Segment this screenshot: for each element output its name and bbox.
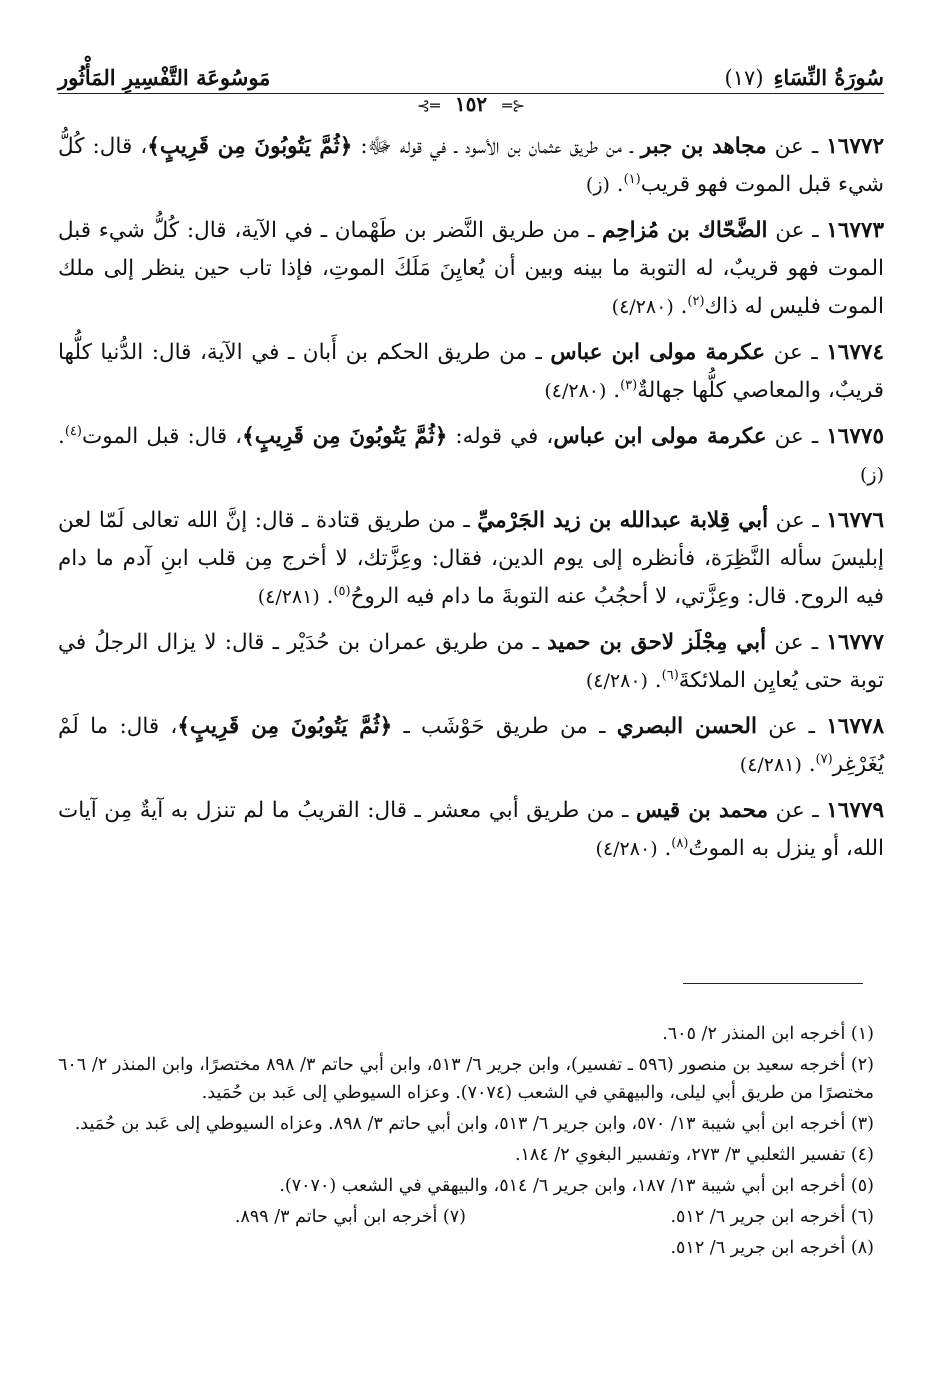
surah-name: سُورَةُ النِّسَاءِ xyxy=(773,65,884,90)
footnote: (١) أخرجه ابن المنذر ٢/ ٦٠٥. xyxy=(662,1024,874,1044)
entry-narrator: مجاهد بن جبر xyxy=(640,134,767,159)
entry-text: ـ من طريق حَوْشَب ـ xyxy=(392,714,617,739)
footnote-marker: (٤) xyxy=(64,423,82,439)
entry-narrator: الحسن البصري xyxy=(616,714,757,739)
entry-text: ـ عن xyxy=(768,508,819,533)
entry-number: ١٦٧٧٧ xyxy=(826,630,885,655)
entry-text: ، قال: ما لَمْ يُغَرْغِر xyxy=(58,714,884,777)
footnote: (٥) أخرجه ابن أبي شيبة ١٣/ ١٨٧، وابن جرير ٦/ ٥١٤، والبيهقي في الشعب (٧٠٧٠). xyxy=(279,1176,874,1196)
entry-number: ١٦٧٧٩ xyxy=(826,798,884,823)
entry-text: ـ من طريق الحكم بن أَبان ـ في الآية، قال: الدُّنيا كلُّها قريبٌ، والمعاصي كلُّها جهالةٌ xyxy=(58,340,884,403)
entries xyxy=(58,128,884,868)
footnote-marker: (٣) xyxy=(620,377,638,393)
entry-reference: (٤/٢٨١) xyxy=(739,754,802,776)
entry-text: ـ من طريق عثمان بن الأسود ـ في قوله ﷻ: xyxy=(352,134,641,159)
entry-reference: (ز) xyxy=(585,174,610,196)
entry-number: ١٦٧٧٦ xyxy=(826,508,884,533)
entry-number: ١٦٧٧٤ xyxy=(826,340,884,365)
entry-narrator: عكرمة مولى ابن عباس xyxy=(553,424,767,449)
page-number-row xyxy=(58,92,884,120)
entry-text: . xyxy=(801,752,816,777)
entry xyxy=(58,418,884,494)
entry-reference: (ز) xyxy=(859,464,884,486)
footnote-row xyxy=(58,1203,874,1234)
entry-text: . xyxy=(647,668,662,693)
entry-text: ـ عن xyxy=(756,714,815,739)
entry-narrator: الضَّحّاك بن مُزاحِم xyxy=(602,218,768,243)
footnote-marker: (٧) xyxy=(815,751,833,767)
quran-quote: ﴿ثُمَّ يَتُوبُونَ مِن قَرِيبٍ﴾ xyxy=(242,424,448,449)
entry xyxy=(58,502,884,616)
entry xyxy=(58,792,884,868)
entry-text: ـ من طريق قتادة ـ قال: إنَّ الله تعالى لَمّا لعن إبليسَ سأله النَّظِرَة، فأنظره إلى يوم الدين، فقال: وعِزَّتك، لا أخرج مِن قلب ابنِ آدم ما دام فيه الروح. قال: وعِزَّتي، لا أحجُبُ عنه التوبةَ ما دام فيه الروحُ xyxy=(58,508,884,609)
footnote: (٨) أخرجه ابن جرير ٦/ ٥١٢. xyxy=(670,1238,874,1258)
entry-narrator: عكرمة مولى ابن عباس xyxy=(550,340,766,365)
entry-text: . xyxy=(673,294,688,319)
footnotes xyxy=(58,1020,874,1265)
running-header xyxy=(58,52,884,90)
ornament-left-icon: ⊰═ xyxy=(502,96,526,115)
footnote: (٣) أخرجه ابن أبي شيبة ١٣/ ٥٧٠، وابن جرير ٦/ ٥١٣، وابن أبي حاتم ٣/ ٨٩٨. وعزاه السيوطي إلى عَبد بن حُمَيد. xyxy=(74,1114,874,1134)
footnote-marker: (٥) xyxy=(333,583,351,599)
entry-text: ـ عن xyxy=(765,340,818,365)
entry-text: . xyxy=(657,836,672,861)
footnote: (٧) أخرجه ابن أبي حاتم ٣/ ٨٩٩. xyxy=(234,1207,466,1227)
verse-number: (١٧) xyxy=(724,66,764,90)
entry-text: ـ من طريق عمران بن حُدَيْر ـ قال: لا يزال الرجلُ في توبة حتى يُعايِن الملائكةَ xyxy=(58,630,884,693)
book-title: مَوسُوعَة التَّفْسِيرِ المَأْثُور xyxy=(58,65,271,90)
entry xyxy=(58,708,884,784)
entry-text: ـ عن xyxy=(768,798,819,823)
quran-quote: ﴿ثُمَّ يَتُوبُونَ مِن قَرِيبٍ﴾ xyxy=(147,134,353,159)
entry xyxy=(58,334,884,410)
quran-quote: ﴿ثُمَّ يَتُوبُونَ مِن قَرِيبٍ﴾ xyxy=(177,714,393,739)
entry-number: ١٦٧٧٨ xyxy=(826,714,884,739)
footnote-marker: (١) xyxy=(623,171,641,187)
entry-number: ١٦٧٧٢ xyxy=(826,134,884,159)
footnote-separator xyxy=(683,983,863,984)
footnote-marker: (٨) xyxy=(671,835,689,851)
entry-text: . xyxy=(606,378,621,403)
entry-narrator: محمد بن قيس xyxy=(636,798,769,823)
entry-reference: (٤/٢٨٠) xyxy=(544,380,607,402)
entry xyxy=(58,128,884,204)
entry-reference: (٤/٢٨٠) xyxy=(585,670,648,692)
entry-text: ـ عن xyxy=(767,218,819,243)
entry-text: ـ عن xyxy=(766,134,819,159)
entry xyxy=(58,624,884,700)
footnote-marker: (٦) xyxy=(661,667,679,683)
entry-text: . xyxy=(609,172,624,197)
page xyxy=(58,52,884,876)
entry-number: ١٦٧٧٣ xyxy=(826,218,885,243)
entry-text: ـ عن xyxy=(766,630,819,655)
entry-text: ، قال: كُلُّ شيء قبل الموت فهو قريب xyxy=(58,134,884,197)
page-number: ١٥٢ xyxy=(454,92,488,116)
entry-text: . xyxy=(319,584,334,609)
entry xyxy=(58,212,884,326)
footnote-marker: (٢) xyxy=(687,293,705,309)
entry-number: ١٦٧٧٥ xyxy=(826,424,884,449)
entry-narrator: أبي مِجْلَز لاحق بن حميد xyxy=(547,630,767,655)
entry-text: ـ عن xyxy=(766,424,819,449)
entry-text: ، في قوله: xyxy=(447,424,554,449)
surah-heading xyxy=(725,65,884,90)
footnote: (٦) أخرجه ابن جرير ٦/ ٥١٢. xyxy=(670,1207,874,1227)
entry-reference: (٤/٢٨٠) xyxy=(595,838,658,860)
entry-reference: (٤/٢٨٠) xyxy=(611,296,674,318)
entry-text: ، قال: قبل الموت xyxy=(81,424,243,449)
entry-text: ـ من طريق النَّضر بن طَهْمان ـ في الآية، قال: كُلُّ شيء قبل الموت فهو قريبٌ، له التوبة ما بينه وبين أن يُعايِنَ مَلَكَ الموتِ، فإذا تاب حين ينظر إلى ملك الموت فليس له ذاك xyxy=(58,218,884,319)
entry-text: ـ من طريق أبي معشر ـ قال: القريبُ ما لم تنزل به آيةٌ مِن آيات الله، أو ينزل به الموتُ xyxy=(58,798,884,861)
entry-narrator: أبي قِلابة عبدالله بن زيد الجَرْميِّ xyxy=(477,508,769,533)
footnote: (٤) تفسير الثعلبي ٣/ ٢٧٣، وتفسير البغوي ٢/ ١٨٤. xyxy=(514,1145,874,1165)
entry-text: . xyxy=(58,424,65,449)
ornament-right-icon: ═⊱ xyxy=(416,96,440,115)
entry-reference: (٤/٢٨١) xyxy=(257,586,320,608)
footnote: (٢) أخرجه سعيد بن منصور (٥٩٦ ـ تفسير)، وابن جرير ٦/ ٥١٣، وابن أبي حاتم ٣/ ٨٩٨ مختصرًا، وابن المنذر ٢/ ٦٠٦ مختصرًا من طريق أبي ليلى، والبيهقي في الشعب (٧٠٧٤). وعزاه السيوطي إلى عَبد بن حُمَيد. xyxy=(58,1055,874,1103)
